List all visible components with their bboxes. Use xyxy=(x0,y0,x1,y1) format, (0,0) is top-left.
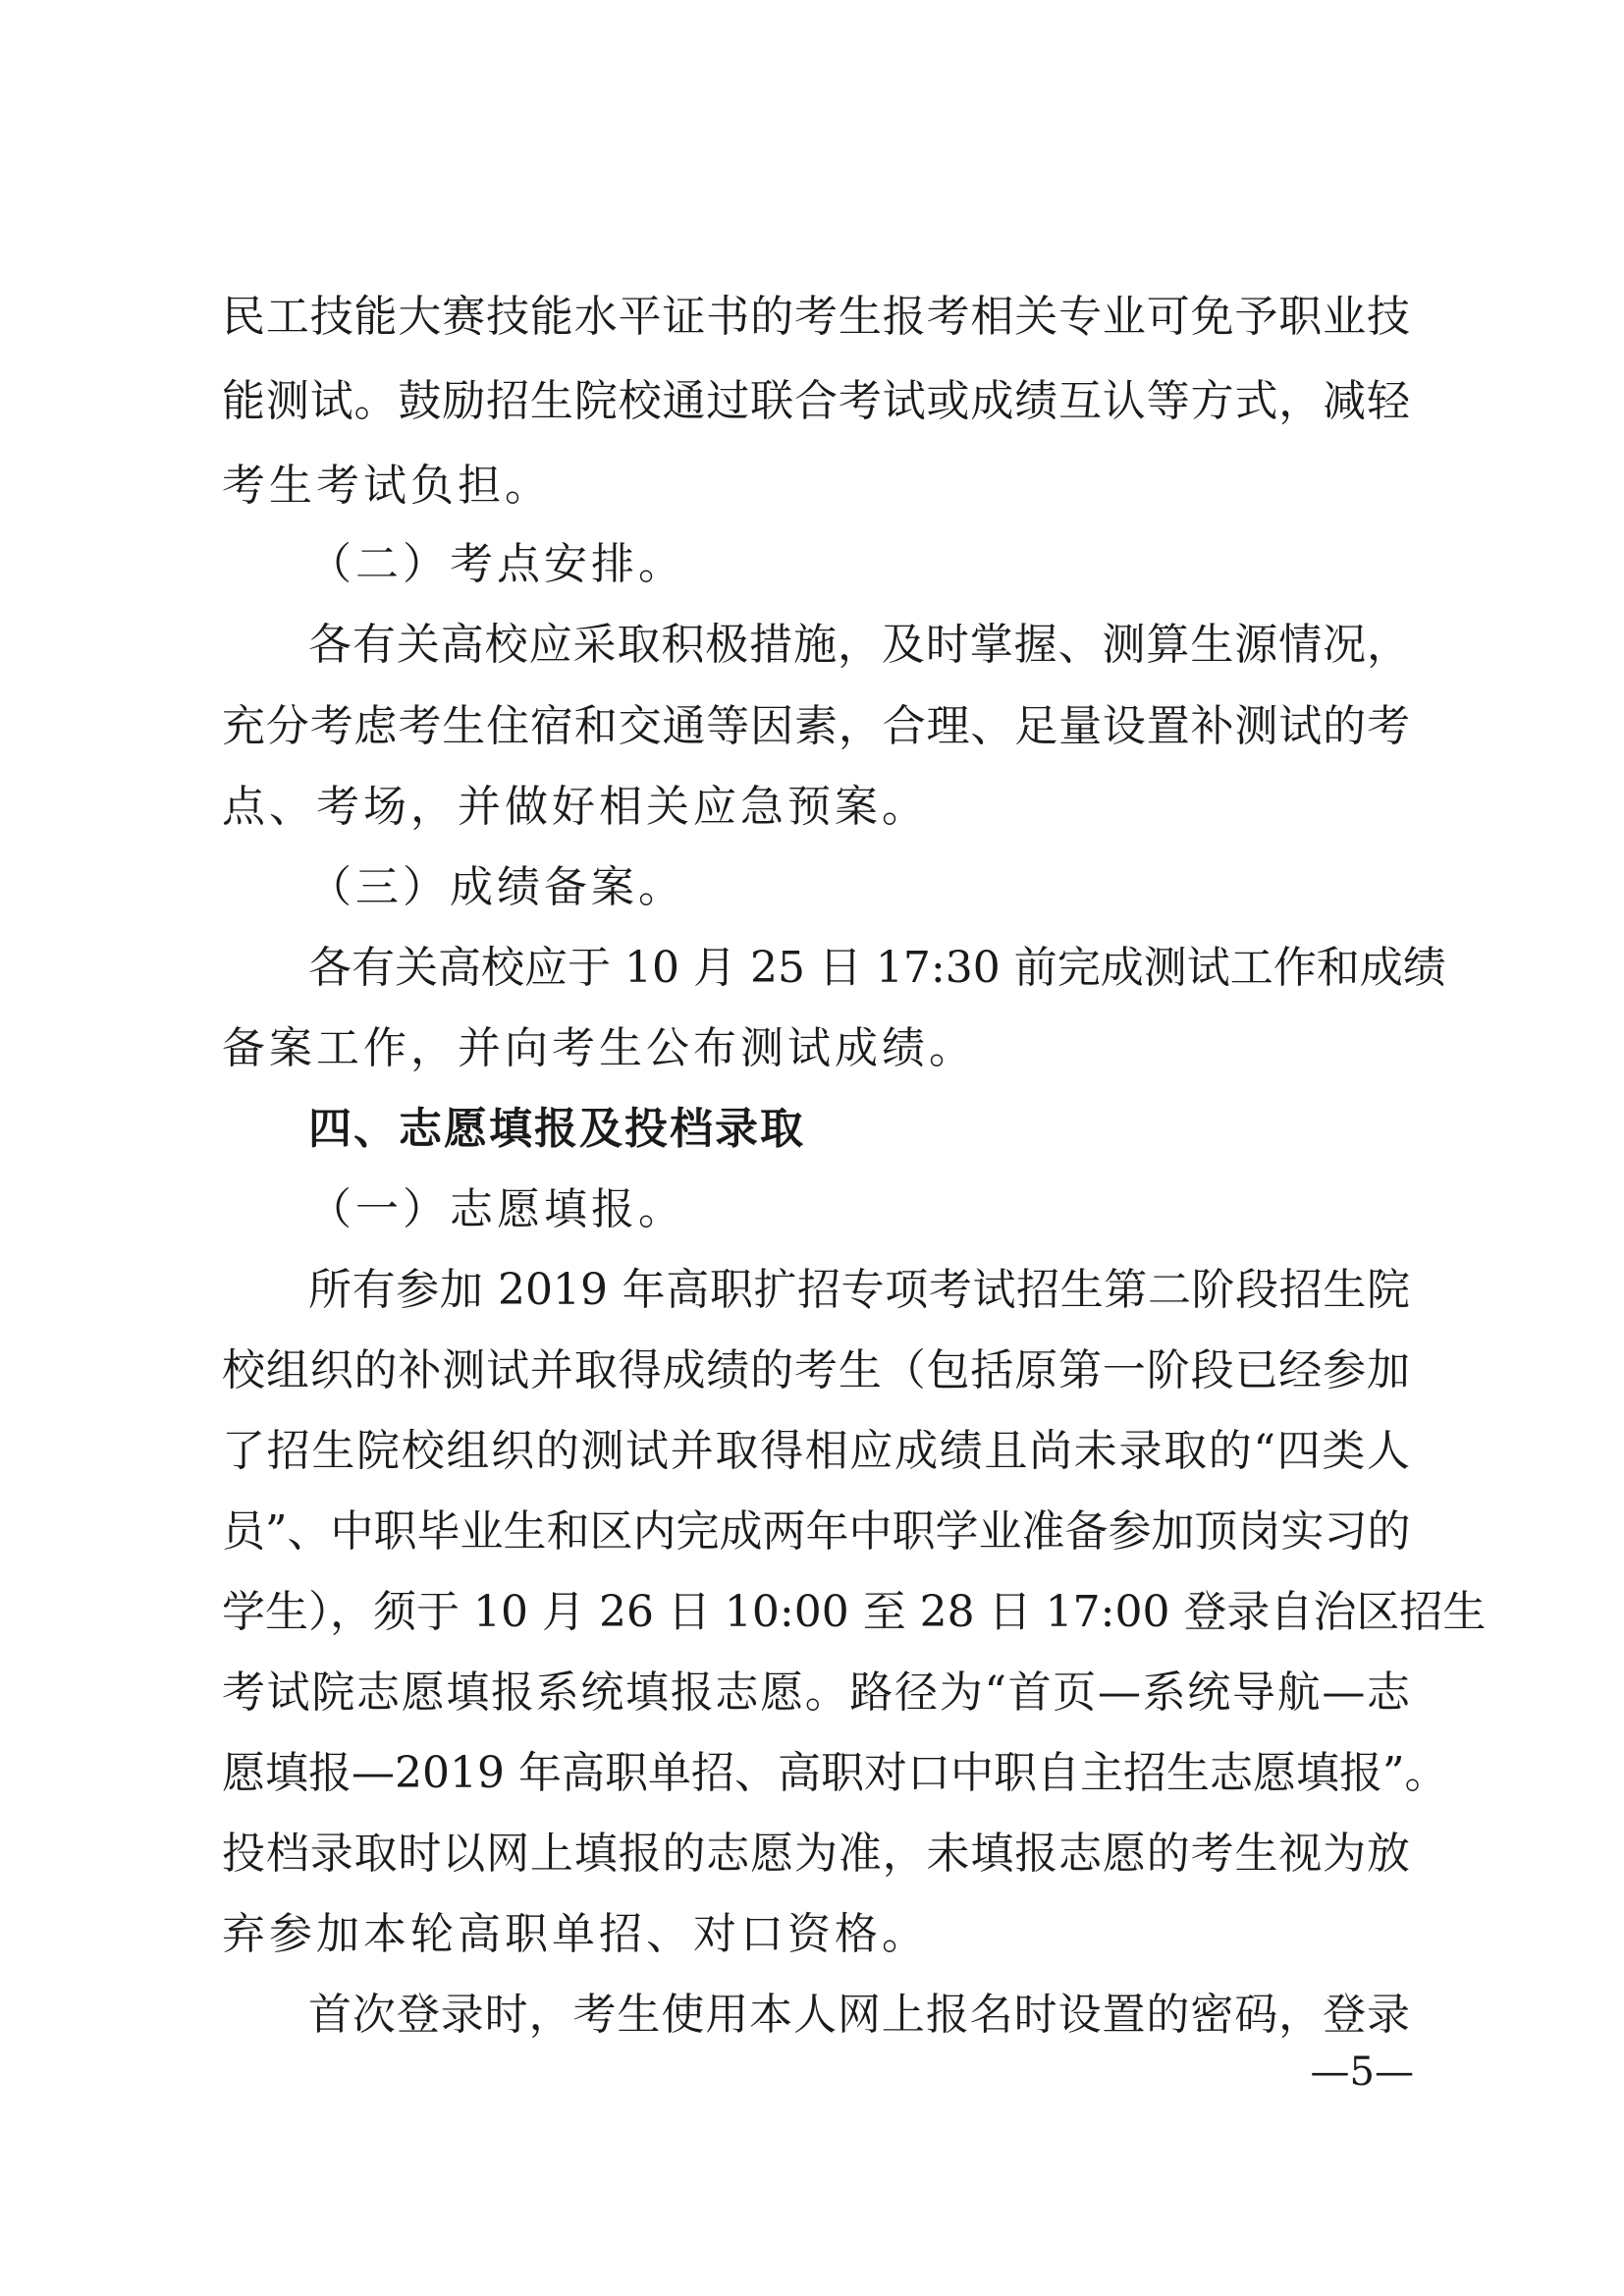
paragraph-line: 员”、中职毕业生和区内完成两年中职学业准备参加顶岗实习的 xyxy=(222,1506,1411,1557)
paragraph-line: 各有关高校应于 10 月 25 日 17:30 前完成测试工作和成绩 xyxy=(308,943,1446,993)
paragraph-line: 能测试。鼓励招生院校通过联合考试或成绩互认等方式，减轻 xyxy=(222,376,1410,426)
paragraph-line: 点、考场，并做好相关应急预案。 xyxy=(222,782,929,832)
paragraph-line: 考试院志愿填报系统填报志愿。路径为“首页—系统导航—志 xyxy=(222,1667,1410,1718)
paragraph-line: 备案工作，并向考生公布测试成绩。 xyxy=(222,1023,976,1073)
paragraph-line: 了招生院校组织的测试并取得相应成绩且尚未录取的“四类人 xyxy=(222,1426,1410,1476)
page-number: —5— xyxy=(1310,2050,1414,2095)
paragraph-line: 各有关高校应采取积极措施，及时掌握、测算生源情况， xyxy=(308,620,1410,670)
paragraph-line: 考生考试负担。 xyxy=(222,461,552,511)
paragraph-line: 校组织的补测试并取得成绩的考生（包括原第一阶段已经参加 xyxy=(222,1345,1410,1395)
section-heading: 四、志愿填报及投档录取 xyxy=(308,1104,805,1154)
paragraph-line: 学生），须于 10 月 26 日 10:00 至 28 日 17:00 登录自治区招生 xyxy=(222,1587,1487,1637)
section-subheading: （二）考点安排。 xyxy=(308,539,685,589)
paragraph-line: 愿填报—2019 年高职单招、高职对口中职自主招生志愿填报”。 xyxy=(222,1748,1448,1798)
paragraph-line: 充分考虑考生住宿和交通等因素，合理、足量设置补测试的考 xyxy=(222,701,1410,751)
section-subheading: （三）成绩备案。 xyxy=(308,862,685,912)
paragraph-line: 首次登录时，考生使用本人网上报名时设置的密码，登录 xyxy=(308,1990,1410,2040)
paragraph-line: 弃参加本轮高职单招、对口资格。 xyxy=(222,1909,929,1959)
paragraph-line: 民工技能大赛技能水平证书的考生报考相关专业可免予职业技 xyxy=(222,292,1410,342)
paragraph-line: 所有参加 2019 年高职扩招专项考试招生第二阶段招生院 xyxy=(308,1265,1410,1315)
section-subheading: （一）志愿填报。 xyxy=(308,1184,685,1234)
paragraph-line: 投档录取时以网上填报的志愿为准，未填报志愿的考生视为放 xyxy=(222,1829,1410,1879)
